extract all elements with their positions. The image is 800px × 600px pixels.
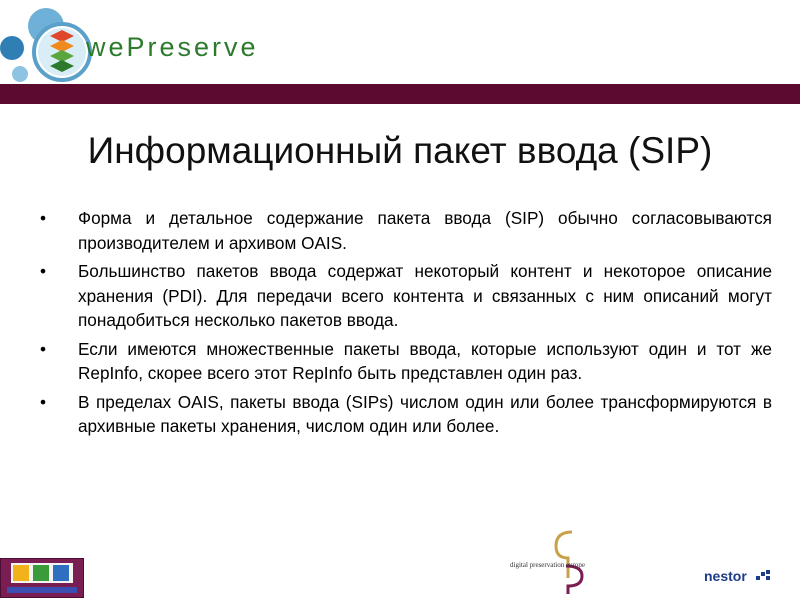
bullet-text: Большинство пакетов ввода содержат некоторый контент и некоторое описание хранения (PDI). Для передачи всего контента и связанных с ним описаний могут понадобиться несколько пакетов ввода. [78,261,772,330]
wepreserve-logo [0,0,300,90]
partner-logo-icons [11,563,73,583]
arrow-icon [13,565,29,581]
bullet-glyph: • [40,391,47,412]
bullet-item [38,337,772,386]
slide-content [38,206,772,443]
partner-logo-left [0,558,84,598]
header-band [0,84,800,104]
chart-icon [33,565,49,581]
nestor-squares-icon [754,568,774,584]
bullet-glyph: • [40,338,47,359]
bullet-glyph: • [40,261,47,281]
bullet-item [38,259,772,333]
wave-icon [53,565,69,581]
bullet-item [38,390,772,439]
bullet-text: В пределах OAIS, пакеты ввода (SIPs) числом один или более трансформируются в архивные пакеты хранения, числом один или более. [78,391,772,436]
partner-logo-bar [7,587,77,593]
logo-text: wePreserve [86,32,259,62]
slide-title: Информационный пакет ввода (SIP) [87,130,713,171]
bullet-text: Форма и детальное содержание пакета ввода (SIP) обычно согласовываются производителем и архивом OAIS. [78,208,772,253]
dpe-logo-text: digital preservation europe [510,561,586,569]
bullet-item [38,206,772,255]
bullet-text: Если имеются множественные пакеты ввода, которые используют один и тот же RepInfo, скорее всего этот RepInfo быть представлен один раз. [78,338,772,383]
bullet-glyph: • [40,208,47,228]
bullet-list [38,206,772,439]
nestor-logo-text: nestor [704,568,747,584]
